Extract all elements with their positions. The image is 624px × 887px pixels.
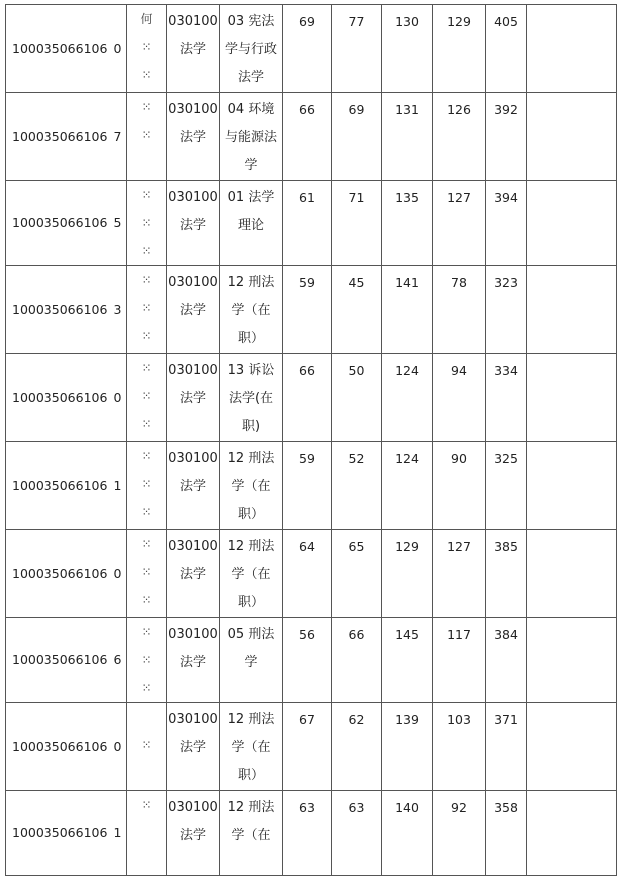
- score-politics: 56: [283, 618, 332, 703]
- research-direction: 12 刑法学（在职）: [220, 703, 283, 791]
- score-total: 334: [486, 354, 527, 442]
- major-code: 030100: [168, 539, 218, 554]
- candidate-id-tail: 7: [113, 128, 122, 144]
- major-name: 法学: [179, 42, 206, 57]
- score-english: 52: [332, 442, 382, 530]
- candidate-name-char: ⁙: [141, 565, 152, 579]
- score-subject-1: 139: [382, 703, 433, 791]
- score-total: 371: [486, 703, 527, 791]
- candidate-name-char: ⁙: [141, 361, 152, 375]
- candidate-id: [6, 354, 127, 442]
- score-english: 63: [332, 791, 382, 876]
- candidate-name-char: ⁙: [141, 449, 152, 463]
- remark-cell: [527, 181, 617, 266]
- major-code: 030100: [168, 363, 218, 378]
- score-subject-1: 141: [382, 266, 433, 354]
- score-subject-2: 94: [433, 354, 486, 442]
- remark-cell: [527, 5, 617, 93]
- major-name: 法学: [179, 218, 206, 233]
- score-total: 392: [486, 93, 527, 181]
- score-subject-2: 78: [433, 266, 486, 354]
- major-cell: [167, 266, 220, 354]
- candidate-name-char: ⁙: [141, 188, 152, 202]
- candidate-name-char: ⁙: [141, 68, 152, 82]
- candidate-id: [6, 181, 127, 266]
- remark-cell: [527, 354, 617, 442]
- candidate-id: [6, 530, 127, 618]
- candidate-id-main: 100035066106: [12, 825, 108, 840]
- major-name: 法学: [179, 303, 206, 318]
- candidate-name-char: [127, 759, 166, 787]
- candidate-id-tail: 1: [113, 825, 122, 840]
- candidate-name: [127, 354, 167, 442]
- candidate-id-tail: 5: [113, 215, 122, 230]
- candidate-id-tail: 6: [113, 652, 122, 667]
- major-code: 030100: [168, 627, 218, 642]
- candidate-id-tail: 3: [113, 301, 122, 317]
- score-subject-1: 129: [382, 530, 433, 618]
- candidate-name-char: ⁙: [141, 477, 152, 491]
- candidate-name-char: ⁙: [141, 128, 152, 142]
- candidate-name: [127, 618, 167, 703]
- candidate-id-main: 100035066106: [12, 565, 108, 581]
- major-name: 法学: [179, 828, 206, 843]
- candidate-name-char: ⁙: [141, 417, 152, 431]
- remark-cell: [527, 530, 617, 618]
- major-code: 030100: [168, 102, 218, 117]
- table-row: [6, 618, 617, 703]
- score-total: 325: [486, 442, 527, 530]
- score-subject-2: 127: [433, 181, 486, 266]
- candidate-name-char: ⁙: [141, 301, 152, 315]
- score-subject-2: 129: [433, 5, 486, 93]
- research-direction: 05 刑法学: [220, 618, 283, 703]
- remark-cell: [527, 703, 617, 791]
- candidate-name: [127, 703, 167, 791]
- candidate-name-char: [127, 703, 166, 731]
- candidate-id: [6, 791, 127, 876]
- score-total: 358: [486, 791, 527, 876]
- candidate-id-main: 100035066106: [12, 40, 108, 56]
- major-code: 030100: [168, 14, 218, 29]
- table-row: [6, 354, 617, 442]
- score-english: 71: [332, 181, 382, 266]
- candidate-name-char: ⁙: [141, 738, 152, 752]
- candidate-name-char: ⁙: [141, 798, 152, 812]
- candidate-name: [127, 93, 167, 181]
- table-row: [6, 266, 617, 354]
- candidate-id-tail: 0: [113, 565, 122, 581]
- major-code: 030100: [168, 190, 218, 205]
- candidate-id-main: 100035066106: [12, 215, 108, 230]
- score-subject-2: 90: [433, 442, 486, 530]
- candidate-name-char: ⁙: [141, 505, 152, 519]
- remark-cell: [527, 266, 617, 354]
- score-total: 405: [486, 5, 527, 93]
- candidate-name-char: ⁙: [141, 329, 152, 343]
- candidate-id-main: 100035066106: [12, 301, 108, 317]
- score-subject-1: 145: [382, 618, 433, 703]
- candidate-name: [127, 5, 167, 93]
- major-cell: [167, 93, 220, 181]
- candidate-id: [6, 618, 127, 703]
- table-row: [6, 703, 617, 791]
- score-total: 384: [486, 618, 527, 703]
- candidate-id-main: 100035066106: [12, 477, 108, 493]
- major-cell: [167, 5, 220, 93]
- score-politics: 59: [283, 442, 332, 530]
- table-row: [6, 93, 617, 181]
- candidate-id-main: 100035066106: [12, 389, 108, 405]
- score-total: 323: [486, 266, 527, 354]
- candidate-id: [6, 442, 127, 530]
- candidate-name-char: ⁙: [141, 273, 152, 287]
- research-direction: 12 刑法学（在: [220, 791, 283, 876]
- candidate-id-tail: 0: [113, 40, 122, 56]
- score-english: 50: [332, 354, 382, 442]
- score-english: 66: [332, 618, 382, 703]
- candidate-id-tail: 0: [113, 738, 122, 754]
- score-table: [5, 4, 617, 876]
- candidate-name-char: ⁙: [141, 625, 152, 639]
- major-cell: [167, 530, 220, 618]
- remark-cell: [527, 791, 617, 876]
- score-total: 385: [486, 530, 527, 618]
- major-name: 法学: [179, 567, 206, 582]
- major-code: 030100: [168, 800, 218, 815]
- research-direction: 04 环境与能源法学: [220, 93, 283, 181]
- candidate-id-tail: 0: [113, 389, 122, 405]
- research-direction: 12 刑法学（在职）: [220, 266, 283, 354]
- score-subject-2: 127: [433, 530, 486, 618]
- score-subject-2: 117: [433, 618, 486, 703]
- candidate-name: [127, 442, 167, 530]
- score-politics: 63: [283, 791, 332, 876]
- table-row: [6, 181, 617, 266]
- major-name: 法学: [179, 655, 206, 670]
- score-politics: 66: [283, 93, 332, 181]
- major-code: 030100: [168, 451, 218, 466]
- candidate-id-main: 100035066106: [12, 652, 108, 667]
- candidate-name: [127, 266, 167, 354]
- score-politics: 59: [283, 266, 332, 354]
- score-english: 62: [332, 703, 382, 791]
- score-subject-2: 92: [433, 791, 486, 876]
- remark-cell: [527, 442, 617, 530]
- candidate-id: [6, 266, 127, 354]
- research-direction: 01 法学理论: [220, 181, 283, 266]
- score-subject-1: 131: [382, 93, 433, 181]
- candidate-name-char: ⁙: [141, 216, 152, 230]
- score-politics: 67: [283, 703, 332, 791]
- major-cell: [167, 354, 220, 442]
- major-code: 030100: [168, 275, 218, 290]
- major-name: 法学: [179, 130, 206, 145]
- remark-cell: [527, 618, 617, 703]
- candidate-name-char: ⁙: [141, 593, 152, 607]
- score-subject-1: 124: [382, 354, 433, 442]
- candidate-name-char: ⁙: [141, 389, 152, 403]
- research-direction: 03 宪法学与行政法学: [220, 5, 283, 93]
- score-english: 77: [332, 5, 382, 93]
- table-body: [6, 5, 617, 876]
- research-direction: 12 刑法学（在职）: [220, 530, 283, 618]
- major-cell: [167, 703, 220, 791]
- candidate-name-char: ⁙: [141, 681, 152, 695]
- score-subject-2: 103: [433, 703, 486, 791]
- table-row: [6, 5, 617, 93]
- candidate-name-char: ⁙: [141, 244, 152, 258]
- candidate-name: [127, 181, 167, 266]
- table-row: [6, 791, 617, 876]
- table-row: [6, 442, 617, 530]
- score-subject-2: 126: [433, 93, 486, 181]
- score-subject-1: 130: [382, 5, 433, 93]
- candidate-name-char: ⁙: [141, 40, 152, 54]
- candidate-id: [6, 703, 127, 791]
- major-name: 法学: [179, 740, 206, 755]
- candidate-name-char: [127, 819, 166, 847]
- candidate-name-char: [127, 847, 166, 875]
- major-cell: [167, 791, 220, 876]
- remark-cell: [527, 93, 617, 181]
- candidate-id-main: 100035066106: [12, 738, 108, 754]
- major-cell: [167, 618, 220, 703]
- score-subject-1: 135: [382, 181, 433, 266]
- candidate-id: [6, 5, 127, 93]
- score-english: 69: [332, 93, 382, 181]
- candidate-id-tail: 1: [113, 477, 122, 493]
- candidate-name: [127, 791, 167, 876]
- candidate-name-char: ⁙: [141, 653, 152, 667]
- score-english: 65: [332, 530, 382, 618]
- major-name: 法学: [179, 479, 206, 494]
- research-direction: 12 刑法学（在职）: [220, 442, 283, 530]
- score-politics: 69: [283, 5, 332, 93]
- research-direction: 13 诉讼法学(在职): [220, 354, 283, 442]
- candidate-name-char: 何: [140, 12, 153, 26]
- score-total: 394: [486, 181, 527, 266]
- candidate-name-char: ⁙: [141, 537, 152, 551]
- candidate-id: [6, 93, 127, 181]
- candidate-name-char: [127, 149, 166, 177]
- candidate-name-char: ⁙: [141, 100, 152, 114]
- major-cell: [167, 181, 220, 266]
- score-politics: 66: [283, 354, 332, 442]
- score-subject-1: 124: [382, 442, 433, 530]
- score-politics: 64: [283, 530, 332, 618]
- candidate-id-main: 100035066106: [12, 128, 108, 144]
- major-cell: [167, 442, 220, 530]
- score-english: 45: [332, 266, 382, 354]
- table-row: [6, 530, 617, 618]
- major-code: 030100: [168, 712, 218, 727]
- candidate-name: [127, 530, 167, 618]
- score-subject-1: 140: [382, 791, 433, 876]
- score-politics: 61: [283, 181, 332, 266]
- major-name: 法学: [179, 391, 206, 406]
